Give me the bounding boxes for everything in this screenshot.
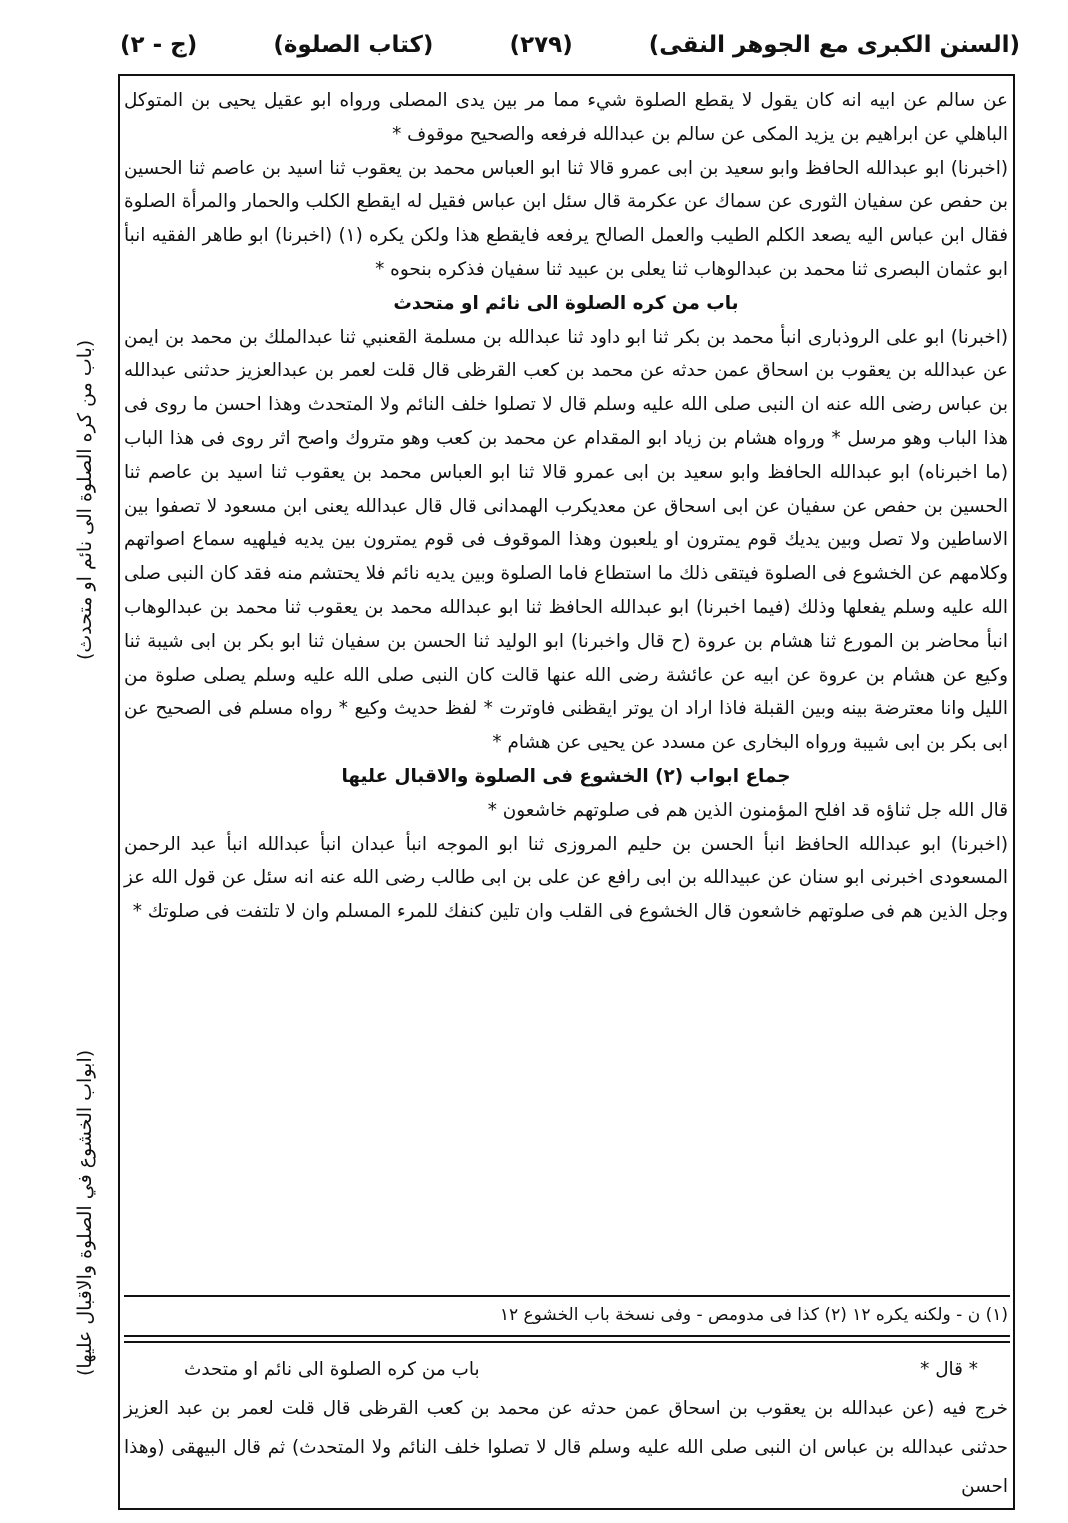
commentary-label: * قال * bbox=[920, 1359, 978, 1380]
paragraph: (اخبرنا) ابو على الروذبارى انبأ محمد بن بكر ثنا ابو داود ثنا عبدالله بن مسلمة القعنبي ثنا عبدالملك بن محمد بن ايمن عن عبدالله بن يعقوب بن اسحاق عمن حدثه عن محمد بن كعب القرظى قال قلت لعمر بن عبدالعزيز حدثنى عبدالله بن عباس رضى الله عنه ان النبى صلى الله عليه وسلم قال لا تصلوا خلف النائم ولا المتحدث وهذا احسن ما روى فى هذا الباب وهو مرسل * ورواه هشام بن زياد ابو المقدام عن محمد بن كعب وهو متروك واصح اثر روى فى هذا الباب (ما اخبرناه) ابو عبدالله الحافظ وابو سعيد بن ابى عمرو قالا ثنا ابو العباس محمد بن يعقوب ثنا اسيد بن عاصم ثنا الحسين بن حفص عن سفيان عن ابى اسحاق عن معديكرب الهمدانى قال قال عبدالله يعنى ابن مسعود لا تصفوا بين الاساطين ولا تصل وبين يديك قوم يمترون او يلعبون وهذا الموقوف فى قوم يمترون بين يديه فيلهيه سماع اصواتهم وكلامهم عن الخشوع فى الصلوة فيتقى ذلك ما استطاع فاما الصلوة وبين يديه نائم فلا يحتشم منه فقد كان النبى صلى الله عليه وسلم يفعلها وذلك (فيما اخبرنا) ابو عبدالله الحافظ ثنا ابو عبدالله محمد بن يعقوب ثنا محمد بن عبدالوهاب انبأ محاضر بن المورع ثنا هشام بن عروة (ح قال واخبرنا) ابو الوليد ثنا الحسن بن سفيان ثنا ابو بكر بن ابى شيبة ثنا وكيع عن هشام بن عروة عن ابيه عن عائشة رضى الله عنها قالت كان النبى صلى الله عليه وسلم يصلى صلوة من الليل وانا معترضة بينه وبين القبلة فاذا اراد ان يوتر ايقظنى فاوترت * لفظ حديث وكيع * رواه مسلم فى الصحيح عن ابى بكر بن ابى شيبة ورواه البخارى عن مسدد عن يحيى عن هشام * bbox=[124, 326, 1008, 754]
section-heading: باب من كره الصلوة الى نائم او متحدث bbox=[393, 292, 739, 314]
divider bbox=[124, 1335, 1010, 1337]
margin-note-chapter-heading: (باب من كره الصلوة الى نائم او متحدث) bbox=[74, 339, 96, 661]
footnote: (١) ن - ولكنه يكره ١٢ (٢) كذا فى مدومص - وفى نسخة باب الخشوع ١٢ bbox=[499, 1305, 1008, 1325]
section-heading: جماع ابواب (٢) الخشوع فى الصلوة والاقبال عليها bbox=[341, 765, 791, 787]
volume-label: (ج - ٢) bbox=[120, 32, 198, 58]
divider bbox=[124, 1295, 1010, 1297]
page-header bbox=[120, 18, 1020, 72]
commentary-heading: باب من كره الصلوة الى نائم او متحدث bbox=[184, 1359, 480, 1380]
commentary-section bbox=[124, 1350, 1008, 1506]
page-number: (٢٧٩) bbox=[509, 32, 573, 58]
paragraph: (اخبرنا) ابو عبدالله الحافظ انبأ الحسن بن حليم المروزى ثنا ابو الموجه انبأ عبدان انبأ عبدالله انبأ عبد الرحمن المسعودى اخبرنى ابو سنان عن عبيدالله بن ابى رافع عن على بن ابى طالب رضى الله عنه انه سئل عن قول الله عز وجل الذين هم فى صلوتهم خاشعون قال الخشوع فى القلب وان تلين كنفك للمرء المسلم وان لا تلتفت فى صلوتك * bbox=[124, 833, 1008, 923]
book-title: (السنن الكبرى مع الجوهر النقى) bbox=[648, 32, 1020, 58]
divider bbox=[124, 1341, 1010, 1343]
margin-note-khushu-heading: (ابواب الخشوع في الصلوة والاقبال عليها) bbox=[74, 1050, 96, 1377]
paragraph: (اخبرنا) ابو عبدالله الحافظ وابو سعيد بن ابى عمرو قالا ثنا ابو العباس محمد بن يعقوب ثنا اسيد بن عاصم ثنا الحسين بن حفص عن سفيان الثورى عن سماك عن عكرمة قال سئل ابن عباس فقيل له ايقطع الكلب والحمار والمرأة الصلوة فقال ابن عباس اليه يصعد الكلم الطيب والعمل الصالح يرفعه فايقطع هذا ولكن يكره (١) (اخبرنا) ابو طاهر الفقيه انبأ ابو عثمان البصرى ثنا محمد بن عبدالوهاب ثنا يعلى بن عبيد ثنا سفيان فذكره بنحوه * bbox=[124, 157, 1008, 280]
commentary-header bbox=[124, 1350, 1008, 1389]
paragraph: عن سالم عن ابيه انه كان يقول لا يقطع الصلوة شيء مما مر بين يدى المصلى ورواه ابو عقيل يحيى بن المتوكل الباهلي عن ابراهيم بن يزيد المكى عن سالم بن عبدالله فرفعه والصحيح موقوف * bbox=[124, 90, 1008, 145]
commentary-text: خرج فيه (عن عبدالله بن يعقوب بن اسحاق عمن حدثه عن محمد بن كعب القرظى قال قلت لعمر بن عبد العزيز حدثنى عبدالله بن عباس ان النبى صلى الله عليه وسلم قال لا تصلوا خلف النائم ولا المتحدث) ثم قال البيهقى (وهذا احسن bbox=[124, 1398, 1008, 1497]
quran-verse: قال الله جل ثناؤه قد افلح المؤمنون الذين هم فى صلوتهم خاشعون * bbox=[487, 799, 1008, 821]
chapter-title: (كتاب الصلوة) bbox=[273, 32, 434, 58]
main-text bbox=[124, 84, 1008, 929]
